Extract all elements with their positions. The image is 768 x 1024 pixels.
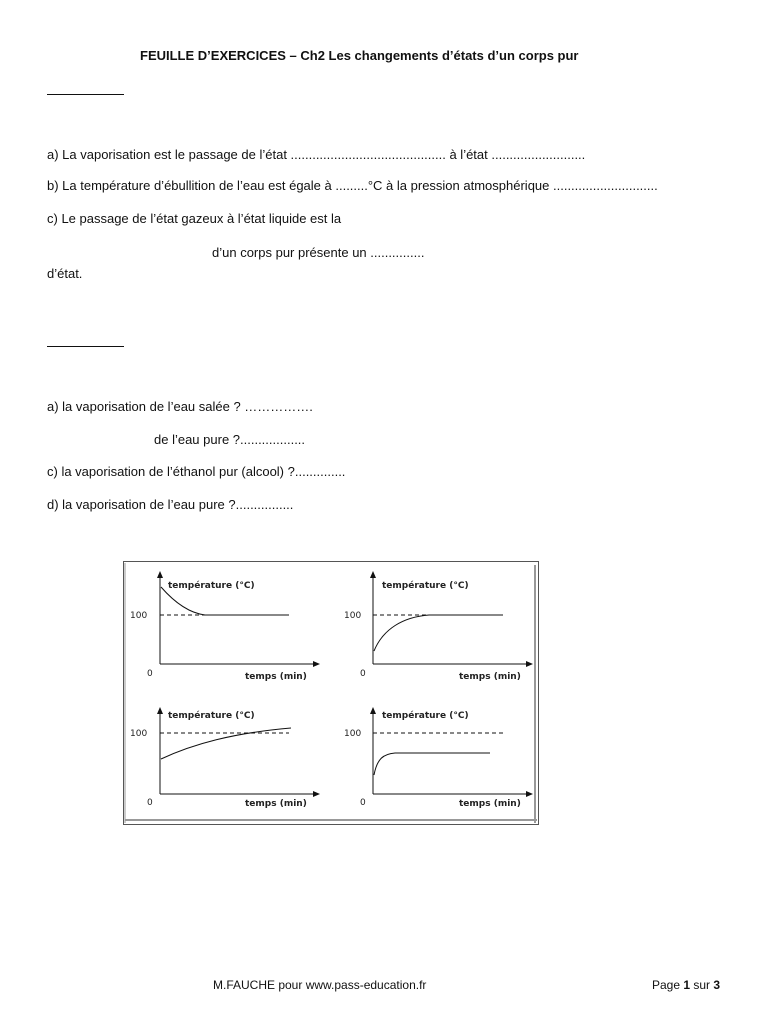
question-2c: c) la vaporisation de l’éthanol pur (alcool) ?..............: [47, 464, 346, 479]
tick-label-100: 100: [344, 729, 362, 739]
y-axis-label: température (°C): [382, 711, 469, 721]
question-2d: d) la vaporisation de l’eau pure ?................: [47, 497, 294, 512]
question-2a: a) la vaporisation de l’eau salée ? …………….: [47, 399, 313, 414]
section-divider: [47, 346, 124, 347]
y-axis-label: température (°C): [382, 581, 469, 591]
page-prefix: Page: [652, 978, 684, 992]
y-axis-label: température (°C): [168, 711, 255, 721]
question-2b: de l’eau pure ?..................: [154, 432, 306, 447]
page-counter: [652, 978, 720, 992]
origin-label: 0: [147, 669, 153, 679]
x-axis-label: temps (min): [245, 672, 307, 682]
tick-label-100: 100: [344, 611, 362, 621]
page-title: FEUILLE D’EXERCICES – Ch2 Les changements d’états d’un corps pur: [140, 48, 579, 63]
footer-author: M.FAUCHE pour www.pass-education.fr: [213, 978, 427, 992]
page-separator: sur: [690, 978, 714, 992]
question-1c: c) Le passage de l’état gazeux à l’état liquide est la: [47, 211, 342, 226]
origin-label: 0: [360, 798, 366, 808]
question-1a: a) La vaporisation est le passage de l’état ........................................... à l’état ..........................: [47, 147, 586, 162]
question-1b: b) La température d’ébullition de l’eau est égale à .........°C à la pression atmosphérique .............................: [47, 178, 658, 193]
question-1d-line2: d’état.: [47, 266, 83, 281]
origin-label: 0: [147, 798, 153, 808]
x-axis-label: temps (min): [459, 799, 521, 809]
temperature-graphs-figure: [123, 561, 539, 825]
question-1d-line1: d’un corps pur présente un ...............: [212, 245, 425, 260]
x-axis-label: temps (min): [245, 799, 307, 809]
figure-frame: [124, 562, 539, 825]
x-axis-label: temps (min): [459, 672, 521, 682]
page-total: 3: [713, 978, 721, 992]
section-divider: [47, 94, 124, 95]
y-axis-label: température (°C): [168, 581, 255, 591]
origin-label: 0: [360, 669, 366, 679]
tick-label-100: 100: [130, 611, 148, 621]
page-number: 1: [683, 978, 691, 992]
tick-label-100: 100: [130, 729, 148, 739]
